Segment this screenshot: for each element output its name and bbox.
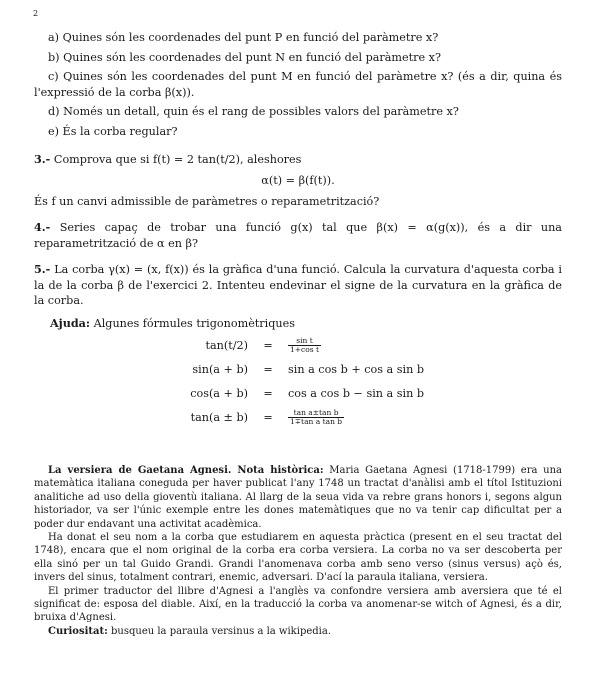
formula-rhs: cos a cos b − sin a sin b	[288, 386, 425, 400]
history-title: La versiera de Gaetana Agnesi. Nota històrica:	[48, 465, 324, 476]
history-p1-text: Maria Gaetana Agnesi (1718-1799) era una matemàtica italiana coneguda per haver publicat l'any 1748 un tractat d'anàlisi amb el títol Istituzioni analitiche ad uso della gioventù italiana. Al llarg de la seua vida va rebre grans honors i, segons algun historiador, va ser l'únic exemple entre les dones matemàtiques que no va tenir cap dificultat per a poder dur endavant una activitat acadèmica.	[34, 465, 563, 530]
formula-row	[160, 333, 428, 357]
fraction-denominator: 1∓tan a tan b	[290, 416, 343, 426]
formula-row	[160, 405, 428, 429]
fraction	[288, 409, 344, 426]
question-list	[34, 30, 562, 139]
exercise-3-text: Comprova que si f(t) = 2 tan(t/2), aleshores	[53, 153, 302, 166]
exercise-5-number: 5.-	[34, 262, 51, 276]
history-paragraph-2: Ha donat el seu nom a la corba que estudiarem en aquesta pràctica (present en el seu tractat del 1748), encara que el nom original de la corba era corba versiera. La corba no va ser descoberta per ella sinó per un tal Guido Grandi. Grandi l'anomenava corba amb seno verso (sinus versus) açò és, invers del sinus, totalment contrari, enemic, adversari. D'ací la paraula italiana, versiera.	[34, 532, 562, 584]
formula-equals: =	[263, 386, 273, 400]
history-paragraph-3: El primer traductor del llibre d'Agnesi a l'anglès va confondre versiera amb aversiera que té el significat de: esposa del diable. Així, en la traducció la corba va anomenar-se witch of Agnesi, és a dir, bruixa d'Agnesi.	[34, 585, 562, 624]
formula-row	[160, 357, 428, 381]
exercise-3-formula: α(t) = β(f(t)).	[261, 173, 335, 187]
formula-equals: =	[263, 338, 273, 352]
fraction-numerator: tan a±tan b	[288, 409, 344, 418]
question-a: a) Quines són les coordenades del punt P en funció del paràmetre x?	[48, 31, 439, 44]
question-c: c) Quines són les coordenades del punt M en funció del paràmetre x? (és a dir, quina és l'expressió de la corba β(x)).	[34, 70, 562, 99]
fraction-numerator: sin t	[288, 337, 321, 346]
fraction	[288, 337, 321, 354]
exercise-5	[34, 262, 562, 309]
formula-lhs: tan(a ± b)	[190, 410, 248, 424]
formula-equals: =	[263, 410, 273, 424]
curiosity-line	[34, 625, 562, 638]
exercise-5-text: La corba γ(x) = (x, f(x)) és la gràfica d'una funció. Calcula la curvatura d'aquesta corba i la de la corba β de l'exercici 2. Intenteu endevinar el signe de la curvatura en la gràfica de la corba.	[34, 263, 562, 307]
formula-lhs: tan(t/2)	[205, 338, 248, 352]
formula-rhs	[284, 333, 428, 357]
question-b: b) Quines són les coordenades del punt N en funció del paràmetre x?	[48, 50, 441, 64]
formula-row	[160, 381, 428, 405]
help-label: Ajuda:	[50, 316, 91, 330]
formula-lhs: sin(a + b)	[192, 362, 248, 376]
formula-rhs	[284, 405, 428, 429]
fraction-denominator: 1+cos t	[290, 344, 320, 354]
historical-note	[34, 464, 562, 638]
help-heading	[50, 316, 578, 332]
formula-rhs: sin a cos b + cos a sin b	[288, 362, 425, 376]
exercise-4-text: Series capaç de trobar una funció g(x) tal que β(x) = α(g(x)), és a dir una reparametrització de α en β?	[34, 221, 562, 250]
formula-lhs: cos(a + b)	[190, 386, 248, 400]
exercise-3	[34, 152, 562, 210]
page-number: 2	[33, 9, 39, 18]
help-text: Algunes fórmules trigonomètriques	[93, 317, 295, 330]
exercise-3-number: 3.-	[34, 152, 51, 166]
curiosity-text: busqueu la paraula versinus a la wikipedia.	[111, 625, 331, 637]
exercise-3-question: És f un canvi admissible de paràmetres o reparametrització?	[34, 195, 380, 208]
formula-table	[160, 333, 428, 429]
exercise-4-number: 4.-	[34, 220, 51, 234]
exercise-4	[34, 220, 562, 251]
history-paragraph-1	[34, 464, 562, 531]
question-d: d) Només un detall, quin és el rang de possibles valors del paràmetre x?	[48, 105, 459, 118]
question-e: e) És la corba regular?	[48, 124, 178, 138]
curiosity-label: Curiositat:	[48, 625, 108, 637]
formula-equals: =	[263, 362, 273, 376]
